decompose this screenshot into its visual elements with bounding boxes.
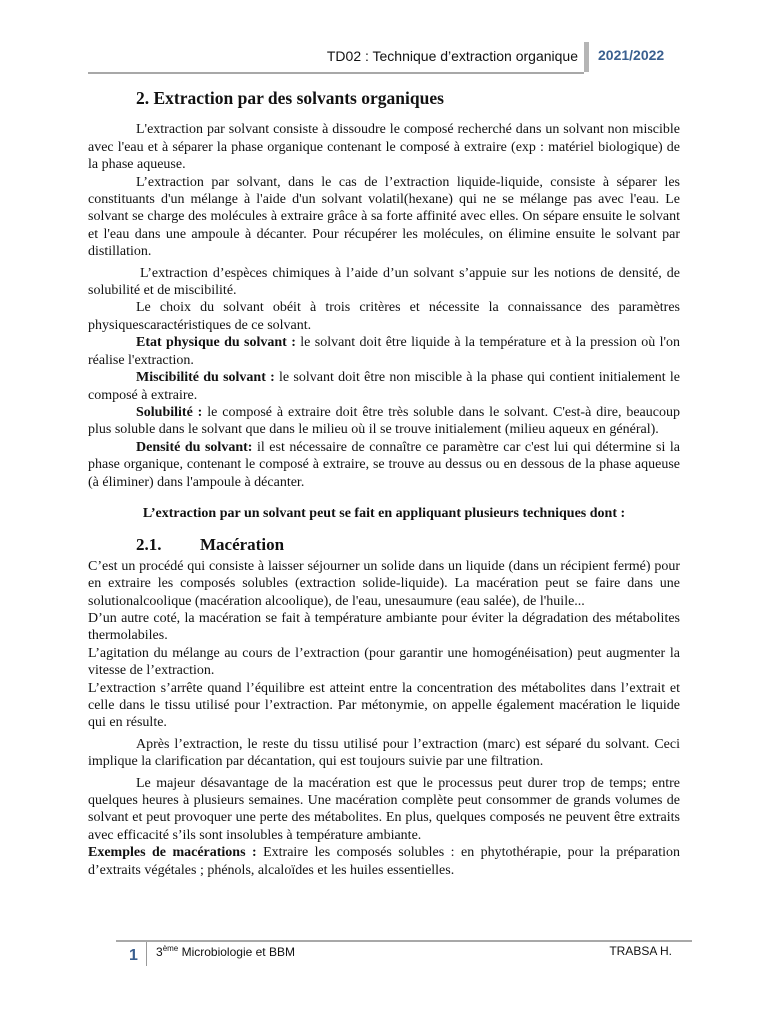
density-label: Densité du solvant: [136, 439, 253, 455]
miscibility-label: Miscibilité du solvant : [136, 370, 275, 386]
maceration-paragraph-6: Le majeur désavantage de la macération est que le processus peut durer trop de temps; entre quelques heures à plusieurs semaines. Une macération complète peut consommer de grands volumes de solvant et peut provoquer une perte des métabolites. En plus, quelques composés ne peuvent être extraits avec efficacité s’ils sont insolubles à température ambiante. [88, 775, 680, 843]
paragraph-solubility [88, 404, 680, 439]
course-prefix: 3 [156, 945, 163, 959]
header-title: TD02 : Technique d’extraction organique [326, 48, 578, 64]
maceration-paragraph-2: D’un autre coté, la macération se fait à température ambiante pour éviter la dégradation des métabolites thermolabiles. [88, 610, 680, 644]
solubility-text: le composé à extraire doit être très soluble dans le solvant. C'est-à dire, beaucoup plus soluble dans le solvant que dans le milieu où il se trouve initialement (milieu aqueux en général). [88, 404, 680, 438]
paragraph-4: Le choix du solvant obéit à trois critères et nécessite la connaissance des paramètres physiquescaractéristiques de ce solvant. [88, 300, 680, 333]
footer-course [156, 944, 295, 959]
examples-label: Exemples de macérations : [88, 845, 257, 861]
page-number: 1 [129, 947, 138, 964]
paragraph-1: L'extraction par solvant consiste à dissoudre le composé recherché dans un solvant non miscible avec l'eau et à séparer la phase organique contenant le composé à extraire (exp : matériel biologique) de la phase aqueuse. [88, 122, 680, 173]
paragraph-miscibility [88, 369, 680, 404]
header-year: 2021/2022 [598, 47, 665, 63]
paragraph-density [88, 439, 680, 491]
paragraph-physical-state [88, 334, 680, 369]
physical-state-text: le solvant doit être liquide à la température et à la pression où l'on réalise l'extraction. [88, 335, 680, 368]
subsection-heading [136, 536, 680, 553]
footer-author: TRABSA H. [609, 944, 672, 958]
maceration-paragraph-3: L’agitation du mélange au cours de l’extraction (pour garantir une homogénéisation) peut augmenter la vitesse de l’extraction. [88, 645, 680, 679]
header-separator [584, 42, 589, 72]
maceration-paragraph-5: Après l’extraction, le reste du tissu utilisé pour l’extraction (marc) est séparé du solvant. Ceci implique la clarification par décantation, qui est toujours suivie par une filtration. [88, 736, 680, 770]
maceration-examples [88, 844, 680, 879]
paragraph-2: L’extraction par solvant, dans le cas de l’extraction liquide-liquide, consiste à séparer les constituants d'un mélange à l'aide d'un solvant volatil(hexane) qui ne se mélange pas avec l'eau. Le solvant se charge des molécules à extraire grâce à sa forte affinité avec elles. On sépare ensuite le solvant et l'eau dans une ampoule à décanter. Pour récupérer les molécules, on élimine ensuite le solvant par distillation. [88, 174, 680, 260]
page-header [88, 36, 690, 72]
subsection-title: Macération [200, 535, 285, 555]
footer-separator [146, 942, 147, 966]
solubility-label: Solubilité : [136, 404, 203, 420]
header-rule [88, 72, 584, 74]
course-superscript: ème [162, 944, 179, 953]
miscibility-text: le solvant doit être non miscible à la phase qui contient initialement le composé à extraire. [88, 370, 680, 403]
density-text: il est nécessaire de connaître ce paramètre car c'est lui qui détermine si la phase organique, contenant le composé à extraire, se trouve au dessus ou en dessous de la phase aqueuse (à éliminer) dans l'ampoule à décanter. [88, 439, 680, 490]
subsection-number: 2.1. [136, 535, 162, 555]
footer-rule [116, 940, 692, 942]
examples-text: Extraire les composés solubles : en phytothérapie, pour la préparation d’extraits végétales ; phénols, alcaloïdes et les huiles essentielles. [88, 845, 680, 878]
maceration-paragraph-1: C’est un procédé qui consiste à laisser séjourner un solide dans un liquide (dans un récipient fermé) pour en extraire les composés solubles (extraction solide-liquide). La macération peut se faire dans une solutionalcoolique (macération alcoolique), de l'eau, unesaumure (eau salée), de l'huile... [88, 558, 680, 609]
physical-state-label: Etat physique du solvant : [136, 335, 296, 351]
course-name: Microbiologie et BBM [178, 945, 295, 959]
maceration-paragraph-4: L’extraction s’arrête quand l’équilibre est atteint entre la concentration des métabolites dans l’extrait et celle dans le tissu utilisé pour l’extraction. Par métonymie, on appelle également macération le liquide qui en résulte. [88, 680, 680, 731]
section-number: 2. [136, 88, 150, 108]
document-body [88, 82, 680, 879]
techniques-intro: L’extraction par un solvant peut se fait en appliquant plusieurs techniques dont : [142, 505, 626, 521]
section-heading [136, 90, 680, 107]
paragraph-3: L’extraction d’espèces chimiques à l’aide d’un solvant s’appuie sur les notions de densité, de solubilité et de miscibilité. [88, 265, 680, 299]
section-title: Extraction par des solvants organiques [153, 88, 444, 108]
